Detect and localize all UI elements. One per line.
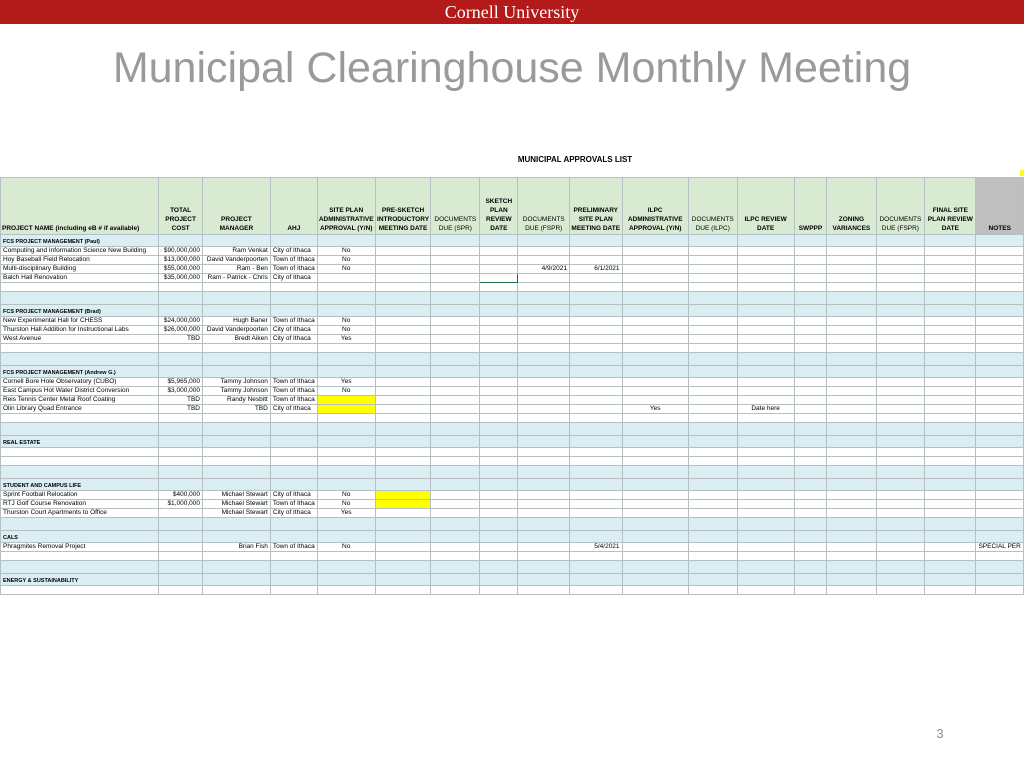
group-label[interactable]: FCS PROJECT MANAGEMENT (Andrew G.) (1, 366, 159, 378)
cell-cost[interactable]: TBD (159, 396, 203, 405)
col-site-plan-admin[interactable]: SITE PLAN ADMINISTRATIVE APPROVAL (Y/N) (317, 178, 375, 235)
highlighted-cell[interactable] (375, 491, 431, 500)
cell-ahj[interactable]: Town of Ithaca (270, 265, 317, 274)
page-number: 3 (936, 726, 944, 741)
sheet-title: MUNICIPAL APPROVALS LIST (517, 155, 633, 164)
table-row (1, 405, 1024, 414)
approvals-table (0, 177, 1024, 595)
table-row (1, 283, 1024, 292)
cell-project-name[interactable]: Cornell Bore Hole Observatory (CUBO) (1, 378, 159, 387)
cell-preliminary[interactable]: 6/1/2021 (569, 265, 622, 274)
cell-site-plan-admin[interactable]: Yes (317, 509, 375, 518)
table-row (1, 292, 1024, 305)
col-final-site-plan[interactable]: FINAL SITE PLAN REVIEW DATE (925, 178, 976, 235)
col-total-cost[interactable]: TOTAL PROJECT COST (159, 178, 203, 235)
group-label[interactable]: ENERGY & SUSTAINABILITY (1, 574, 159, 586)
group-label[interactable]: FCS PROJECT MANAGEMENT (Brad) (1, 305, 159, 317)
col-zoning[interactable]: ZONING VARIANCES (827, 178, 876, 235)
cell-site-plan-admin[interactable]: No (317, 500, 375, 509)
table-row (1, 387, 1024, 396)
cell-ahj[interactable]: City of Ithaca (270, 509, 317, 518)
group-row (1, 531, 1024, 543)
cell-cost[interactable]: $26,000,000 (159, 326, 203, 335)
group-row (1, 436, 1024, 448)
cell-ahj[interactable]: City of Ithaca (270, 491, 317, 500)
cell-ilpc-admin[interactable]: Yes (622, 405, 688, 414)
table-row (1, 414, 1024, 423)
group-row (1, 305, 1024, 317)
cell-site-plan-admin[interactable]: No (317, 491, 375, 500)
group-row (1, 479, 1024, 491)
table-row (1, 561, 1024, 574)
table-row (1, 396, 1024, 405)
cell-manager[interactable]: Bredt Aiken (202, 335, 270, 344)
cell-project-name[interactable]: Thurston Court Apartments to Office (1, 509, 159, 518)
table-row (1, 265, 1024, 274)
col-ilpc-review[interactable]: ILPC REVIEW DATE (737, 178, 794, 235)
cell-ahj[interactable]: Town of Ithaca (270, 256, 317, 265)
table-row (1, 344, 1024, 353)
cell-site-plan-admin[interactable]: No (317, 326, 375, 335)
cell-cost[interactable]: $55,000,000 (159, 265, 203, 274)
cell-ahj[interactable]: Town of Ithaca (270, 317, 317, 326)
cell-cost[interactable]: $1,000,000 (159, 500, 203, 509)
cell-site-plan-admin[interactable]: Yes (317, 378, 375, 387)
university-name: Cornell University (444, 2, 580, 22)
col-notes[interactable]: NOTES (976, 178, 1024, 235)
col-docs-fspr-2[interactable]: DOCUMENTS DUE (FSPR) (876, 178, 925, 235)
cell-manager[interactable]: Ram Venkat (202, 247, 270, 256)
cell-manager[interactable]: Hugh Baner (202, 317, 270, 326)
cell-project-name[interactable]: Hoy Baseball Field Relocation (1, 256, 159, 265)
cell-manager[interactable]: Michael Stewart (202, 491, 270, 500)
highlighted-cell[interactable] (317, 396, 375, 405)
col-ahj[interactable]: AHJ (270, 178, 317, 235)
col-sketch-plan[interactable]: SKETCH PLAN REVIEW DATE (480, 178, 518, 235)
cell-notes[interactable]: SPECIAL PER (976, 543, 1024, 552)
header-row (1, 178, 1024, 235)
group-label[interactable]: FCS PROJECT MANAGEMENT (Paul) (1, 235, 159, 247)
cell-cost[interactable]: TBD (159, 335, 203, 344)
cell-ahj[interactable]: Town of Ithaca (270, 378, 317, 387)
highlighted-cell[interactable] (317, 405, 375, 414)
cell-cost[interactable]: $5,965,000 (159, 378, 203, 387)
cell-project-name[interactable]: Balch Hall Renovation (1, 274, 159, 283)
cell-preliminary[interactable]: 5/4/2021 (569, 543, 622, 552)
table-row (1, 586, 1024, 595)
cell-site-plan-admin[interactable]: No (317, 387, 375, 396)
cell-cost[interactable]: TBD (159, 405, 203, 414)
table-row (1, 509, 1024, 518)
cell-manager[interactable]: TBD (202, 405, 270, 414)
cell-manager[interactable]: Randy Nesbitt (202, 396, 270, 405)
cell-site-plan-admin[interactable]: No (317, 265, 375, 274)
slide-title: Municipal Clearinghouse Monthly Meeting (112, 44, 912, 92)
table-row (1, 378, 1024, 387)
table-row (1, 317, 1024, 326)
cell-cost[interactable]: $400,000 (159, 491, 203, 500)
cell-ahj[interactable]: Town of Ithaca (270, 543, 317, 552)
col-ilpc-admin[interactable]: ILPC ADMINISTRATIVE APPROVAL (Y/N) (622, 178, 688, 235)
table-row (1, 448, 1024, 457)
col-docs-fspr[interactable]: DOCUMENTS DUE (FSPR) (518, 178, 569, 235)
cell-cost[interactable]: $35,000,000 (159, 274, 203, 283)
cell-project-name[interactable]: RTJ Golf Course Renovation (1, 500, 159, 509)
table-row (1, 247, 1024, 256)
cell-manager[interactable]: Michael Stewart (202, 500, 270, 509)
cell-manager[interactable]: Ram - Ben (202, 265, 270, 274)
cell-cost[interactable]: $90,000,000 (159, 247, 203, 256)
col-project-name[interactable]: PROJECT NAME (including eB # if available) (1, 178, 159, 235)
table-row (1, 335, 1024, 344)
cell-docs-fspr[interactable]: 4/9/2021 (518, 265, 569, 274)
cell-manager[interactable]: Ram - Patrick - Chris (202, 274, 270, 283)
cell-project-name[interactable]: East Campus Hot Water District Conversion (1, 387, 159, 396)
cell-manager[interactable]: David Vanderpoorten (202, 326, 270, 335)
cell-ahj[interactable]: City of Ithaca (270, 405, 317, 414)
cell-ahj[interactable]: City of Ithaca (270, 247, 317, 256)
cell-project-name[interactable]: Phragmites Removal Project (1, 543, 159, 552)
cell-site-plan-admin[interactable]: No (317, 256, 375, 265)
table-row (1, 518, 1024, 531)
table-row (1, 274, 1024, 283)
col-pre-sketch[interactable]: PRE-SKETCH INTRODUCTORY MEETING DATE (375, 178, 431, 235)
cell-manager[interactable]: Tammy Johnson (202, 378, 270, 387)
group-row (1, 574, 1024, 586)
col-docs-spr[interactable]: DOCUMENTS DUE (SPR) (431, 178, 480, 235)
col-swppp[interactable]: SWPPP (794, 178, 827, 235)
cell-site-plan-admin[interactable]: Yes (317, 335, 375, 344)
table-row (1, 552, 1024, 561)
group-row (1, 235, 1024, 247)
table-row (1, 423, 1024, 436)
cell-ahj[interactable]: Town of Ithaca (270, 387, 317, 396)
cell-ilpc-review[interactable]: Date here (737, 405, 794, 414)
cell-ahj[interactable]: Town of Ithaca (270, 500, 317, 509)
cell-site-plan-admin[interactable]: No (317, 317, 375, 326)
table-row (1, 543, 1024, 552)
cell-ahj[interactable]: City of Ithaca (270, 326, 317, 335)
group-label[interactable]: STUDENT AND CAMPUS LIFE (1, 479, 159, 491)
cell-manager[interactable]: Brian Fish (202, 543, 270, 552)
table-row (1, 256, 1024, 265)
cell-cost[interactable]: $13,000,000 (159, 256, 203, 265)
cell-ahj[interactable]: City of Ithaca (270, 335, 317, 344)
cell-site-plan-admin[interactable]: No (317, 543, 375, 552)
group-label[interactable]: REAL ESTATE (1, 436, 159, 448)
col-project-manager[interactable]: PROJECT MANAGER (202, 178, 270, 235)
cell-project-name[interactable]: New Experimental Hall for CHESS (1, 317, 159, 326)
table-row (1, 500, 1024, 509)
corner-highlight (1020, 170, 1024, 176)
cell-manager[interactable]: Tammy Johnson (202, 387, 270, 396)
table-row (1, 457, 1024, 466)
table-row (1, 466, 1024, 479)
cell-site-plan-admin[interactable]: No (317, 247, 375, 256)
col-preliminary[interactable]: PRELIMINARY SITE PLAN MEETING DATE (569, 178, 622, 235)
table-row (1, 353, 1024, 366)
table-row (1, 491, 1024, 500)
cell-project-name[interactable]: Reis Tennis Center Metal Roof Coating (1, 396, 159, 405)
selected-cell[interactable] (480, 274, 518, 283)
cell-cost[interactable]: $3,000,000 (159, 387, 203, 396)
cell-ahj[interactable]: Town of Ithaca (270, 396, 317, 405)
cell-project-name[interactable]: Multi-disciplinary Building (1, 265, 159, 274)
cell-project-name[interactable]: Computing and Information Science New Building (1, 247, 159, 256)
cell-project-name[interactable]: West Avenue (1, 335, 159, 344)
cell-manager[interactable]: David Vanderpoorten (202, 256, 270, 265)
table-row (1, 326, 1024, 335)
cell-ahj[interactable]: City of Ithaca (270, 274, 317, 283)
cell-project-name[interactable]: Olin Library Quad Entrance (1, 405, 159, 414)
group-row (1, 366, 1024, 378)
cell-project-name[interactable]: Sprint Football Relocation (1, 491, 159, 500)
group-label[interactable]: CALS (1, 531, 159, 543)
col-docs-ilpc[interactable]: DOCUMENTS DUE (ILPC) (688, 178, 737, 235)
cell-project-name[interactable]: Thurston Hall Addition for Instructional Labs (1, 326, 159, 335)
cell-cost[interactable]: $24,000,000 (159, 317, 203, 326)
highlighted-cell[interactable] (375, 500, 431, 509)
cell-manager[interactable]: Michael Stewart (202, 509, 270, 518)
